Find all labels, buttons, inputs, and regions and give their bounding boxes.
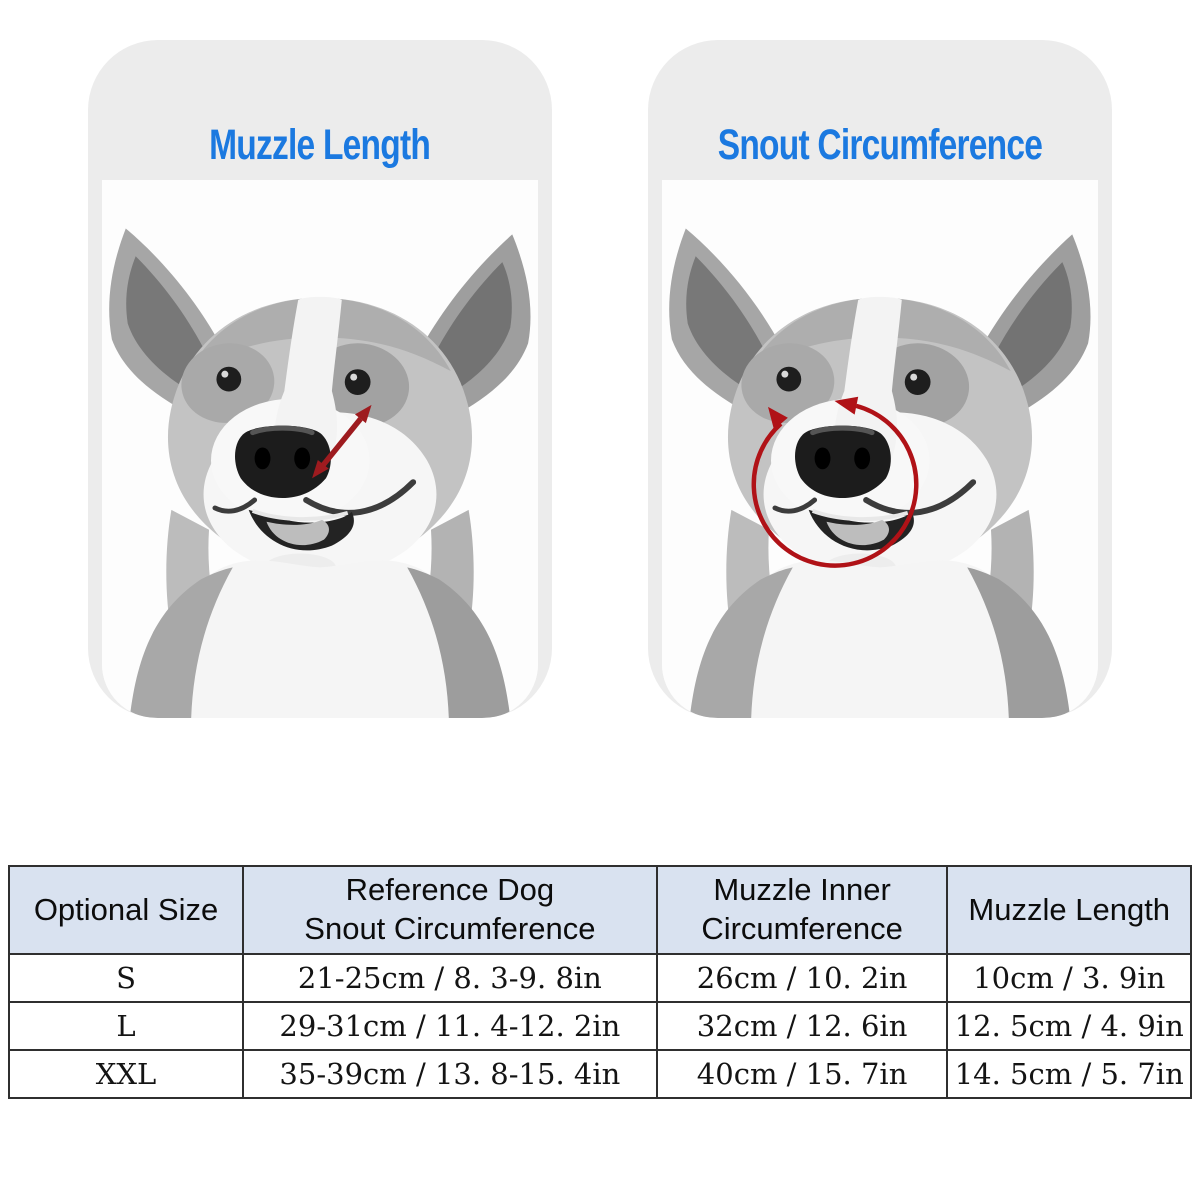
ref-snout-circumference-value: 35-39cm / 13. 8-15. 4in [243,1050,657,1098]
snout-circumference-title [648,121,1112,169]
header-muzzle-length: Muzzle Length [947,866,1191,954]
muzzle-length-value: 14. 5cm / 5. 7in [947,1050,1191,1098]
size-value: L [9,1002,243,1050]
muzzle-inner-circumference-value: 40cm / 15. 7in [657,1050,948,1098]
snout-circumference-card [648,40,1112,718]
header-muzzle-inner-circumference: Muzzle Inner Circumference [657,866,948,954]
corgi-illustration [662,180,1098,718]
table-row-l [9,1002,1191,1050]
muzzle-inner-circumference-value: 26cm / 10. 2in [657,954,948,1002]
muzzle-length-title [88,121,552,169]
muzzle-length-value: 10cm / 3. 9in [947,954,1191,1002]
snout-circumference-title-text: Snout Circumference [717,121,1043,169]
header-reference-dog-snout-circumference: Reference Dog Snout Circumference [243,866,657,954]
corgi-photo-right [662,180,1098,718]
header-optional-size: Optional Size [9,866,243,954]
muzzle-length-value: 12. 5cm / 4. 9in [947,1002,1191,1050]
size-table-header-row [9,866,1191,954]
size-table [8,865,1192,1099]
muzzle-length-title-text: Muzzle Length [209,121,431,169]
muzzle-length-card [88,40,552,718]
ref-snout-circumference-value: 21-25cm / 8. 3-9. 8in [243,954,657,1002]
size-value: XXL [9,1050,243,1098]
muzzle-inner-circumference-value: 32cm / 12. 6in [657,1002,948,1050]
ref-snout-circumference-value: 29-31cm / 11. 4-12. 2in [243,1002,657,1050]
corgi-illustration [102,180,538,718]
corgi-photo-left [102,180,538,718]
size-table-section [8,865,1192,1099]
size-value: S [9,954,243,1002]
table-row-xxl [9,1050,1191,1098]
table-row-s [9,954,1191,1002]
